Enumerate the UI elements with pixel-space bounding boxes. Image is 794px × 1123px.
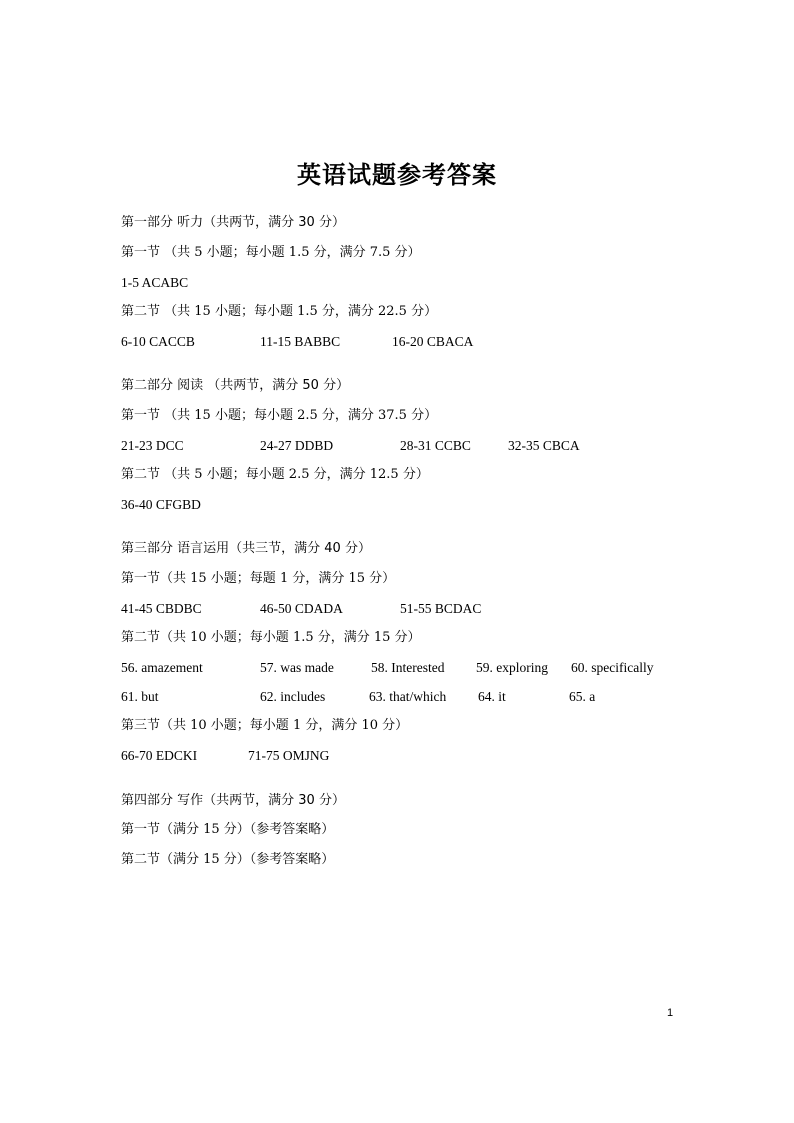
part2-section2-heading: 第二节 （共 5 小题；每小题 2.5 分，满分 12.5 分）: [121, 467, 429, 482]
answer-group: 1-5 ACABC: [121, 275, 189, 290]
answer-word: 57. was made: [260, 660, 334, 675]
answer-word: 63. that/which: [369, 689, 447, 704]
answer-group: 11-15 BABBC: [260, 334, 341, 349]
answer-word: 64. it: [478, 689, 506, 704]
answer-group: 66-70 EDCKI: [121, 748, 198, 763]
answer-word: 60. specifically: [571, 660, 654, 675]
answer-word: 62. includes: [260, 689, 326, 704]
answer-group: 46-50 CDADA: [260, 601, 343, 616]
answer-group: 24-27 DDBD: [260, 438, 334, 453]
part1-heading: 第一部分 听力（共两节，满分 30 分）: [121, 215, 345, 230]
part3-section3-heading: 第三节（共 10 小题；每小题 1 分，满分 10 分）: [121, 718, 409, 733]
answer-word: 56. amazement: [121, 660, 203, 675]
answer-group: 28-31 CCBC: [400, 438, 471, 453]
part2-heading: 第二部分 阅读 （共两节，满分 50 分）: [121, 378, 350, 393]
answer-word: 58. Interested: [371, 660, 445, 675]
part3-section1-heading: 第一节（共 15 小题；每题 1 分，满分 15 分）: [121, 571, 396, 586]
page-number: 1: [667, 1007, 674, 1019]
part4-section1-heading: 第一节（满分 15 分）（参考答案略）: [121, 822, 335, 837]
answer-word: 61. but: [121, 689, 159, 704]
answer-group: 51-55 BCDAC: [400, 601, 482, 616]
answer-word: 59. exploring: [476, 660, 548, 675]
answer-group: 36-40 CFGBD: [121, 497, 201, 512]
part4-section2-heading: 第二节（满分 15 分）（参考答案略）: [121, 852, 335, 867]
part3-section2-heading: 第二节（共 10 小题；每小题 1.5 分，满分 15 分）: [121, 630, 421, 645]
answer-group: 16-20 CBACA: [392, 334, 474, 349]
part4-heading: 第四部分 写作（共两节，满分 30 分）: [121, 793, 345, 808]
answer-group: 41-45 CBDBC: [121, 601, 202, 616]
answer-group: 32-35 CBCA: [508, 438, 580, 453]
answer-group: 6-10 CACCB: [121, 334, 195, 349]
part1-section2-heading: 第二节 （共 15 小题；每小题 1.5 分，满分 22.5 分）: [121, 304, 438, 319]
part3-heading: 第三部分 语言运用（共三节，满分 40 分）: [121, 541, 371, 556]
answer-group: 71-75 OMJNG: [248, 748, 330, 763]
part1-section1-heading: 第一节 （共 5 小题；每小题 1.5 分，满分 7.5 分）: [121, 245, 421, 260]
part2-section1-heading: 第一节 （共 15 小题；每小题 2.5 分，满分 37.5 分）: [121, 408, 438, 423]
document-title: 英语试题参考答案: [297, 160, 497, 189]
answer-word: 65. a: [569, 689, 596, 704]
answer-group: 21-23 DCC: [121, 438, 184, 453]
